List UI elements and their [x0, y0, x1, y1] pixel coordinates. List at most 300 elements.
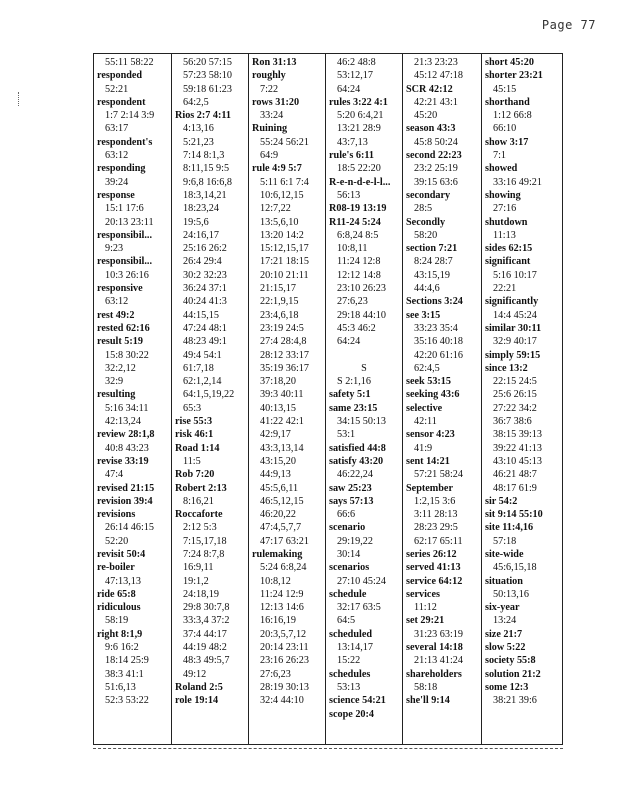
- index-entry-refs: 43:3,13,14: [260, 442, 304, 454]
- index-entry-refs: 12:7,22: [260, 203, 291, 215]
- index-entry-term: simply 59:15: [485, 349, 541, 361]
- index-entry-term: served 41:13: [406, 562, 461, 574]
- index-entry-term: secondary: [406, 189, 451, 201]
- index-entry-refs: 25:16 26:2: [183, 243, 227, 255]
- index-entry-refs: 30:2 32:23: [183, 269, 227, 281]
- index-entry-refs: 31:23 63:19: [414, 628, 463, 640]
- index-entry-refs: 39:22 41:13: [493, 442, 542, 454]
- index-entry-refs: 24:18,19: [183, 588, 219, 600]
- index-entry-refs: 64:9: [260, 150, 279, 162]
- index-entry-refs: 47:13,13: [105, 575, 141, 587]
- index-entry-refs: 23:19 24:5: [260, 322, 304, 334]
- index-entry-term: showed: [485, 163, 518, 175]
- index-entry-term: Roccaforte: [175, 509, 223, 521]
- index-entry-term: saw 25:23: [329, 482, 372, 494]
- index-entry-refs: 7:1: [493, 150, 507, 162]
- index-entry-refs: 20:14 23:11: [260, 642, 309, 654]
- index-entry-refs: 9:6,8 16:6,8: [183, 176, 232, 188]
- index-entry-refs: 16:16,19: [260, 615, 296, 627]
- index-entry-refs: 34:15 50:13: [337, 416, 386, 428]
- index-entry-term: sir 54:2: [485, 495, 518, 507]
- index-entry-refs: 43:15,19: [414, 269, 450, 281]
- index-entry-refs: 52:20: [105, 535, 129, 547]
- index-entry-term: service 64:12: [406, 575, 463, 587]
- index-entry-term: significant: [485, 256, 531, 268]
- index-entry-refs: 48:23 49:1: [183, 336, 227, 348]
- index-entry-refs: 1:2,15 3:6: [414, 495, 456, 507]
- index-entry-refs: 64:5: [337, 615, 356, 627]
- index-entry-refs: S 2:1,16: [337, 376, 371, 388]
- index-entry-term: responsive: [97, 283, 143, 295]
- index-entry-term: same 23:15: [329, 402, 378, 414]
- index-entry-refs: 27:4 28:4,8: [260, 336, 307, 348]
- index-entry-refs: 19:5,6: [183, 216, 209, 228]
- index-entry-refs: 45:8 50:24: [414, 136, 458, 148]
- index-entry-refs: 15:12,15,17: [260, 243, 309, 255]
- index-entry-refs: 10:8,11: [337, 243, 368, 255]
- index-entry-refs: 25:6 26:15: [493, 389, 537, 401]
- index-entry-refs: 65:3: [183, 402, 202, 414]
- index-entry-refs: 1:7 2:14 3:9: [105, 110, 155, 122]
- index-entry-term: several 14:18: [406, 642, 463, 654]
- index-entry-refs: 44:15,15: [183, 309, 219, 321]
- index-entry-refs: 27:6,23: [260, 668, 291, 680]
- index-entry-refs: 10:6,12,15: [260, 189, 304, 201]
- index-entry-term: schedule: [329, 588, 367, 600]
- index-entry-refs: 42:21 43:1: [414, 96, 458, 108]
- index-entry-term: some 12:3: [485, 681, 529, 693]
- index-entry-refs: 55:11 58:22: [105, 57, 154, 68]
- index-entry-term: season 43:3: [406, 123, 456, 135]
- index-entry-refs: 3:11 28:13: [414, 509, 458, 521]
- index-entry-term: schedules: [329, 668, 371, 680]
- index-entry-refs: 44:9,13: [260, 469, 291, 481]
- index-entry-term: science 54:21: [329, 695, 386, 707]
- index-entry-refs: 45:6,15,18: [493, 562, 537, 574]
- index-entry-refs: 23:10 26:23: [337, 283, 386, 295]
- index-entry-refs: 10:3 26:16: [105, 269, 149, 281]
- index-entry-refs: 19:1,2: [183, 575, 209, 587]
- index-entry-term: Rob 7:20: [175, 469, 215, 481]
- index-entry-term: situation: [485, 575, 523, 587]
- index-entry-refs: 22:1,9,15: [260, 296, 299, 308]
- index-entry-refs: 13:5,6,10: [260, 216, 299, 228]
- page-number-label: Page 77: [541, 18, 596, 32]
- index-entry-refs: 22:21: [493, 283, 517, 295]
- index-entry-refs: 27:6,23: [337, 296, 368, 308]
- index-entry-refs: 57:23 58:10: [183, 70, 232, 82]
- index-entry-refs: 26:14 46:15: [105, 522, 154, 534]
- index-entry-term: scenario: [329, 522, 366, 534]
- index-entry-term: responsibil...: [97, 229, 153, 241]
- index-entry-refs: 52:3 53:22: [105, 695, 149, 707]
- index-entry-refs: 44:19 48:2: [183, 642, 227, 654]
- index-entry-term: satisfy 43:20: [329, 455, 384, 467]
- index-entry-refs: 63:12: [105, 296, 129, 308]
- index-entry-refs: 64:2,5: [183, 96, 209, 108]
- index-entry-refs: 45:20: [414, 110, 438, 122]
- index-entry-refs: 28:5: [414, 203, 433, 215]
- index-entry-refs: 29:18 44:10: [337, 309, 386, 321]
- index-entry-term: Robert 2:13: [175, 482, 227, 494]
- index-entry-refs: 56:13: [337, 189, 361, 201]
- index-entry-refs: 30:14: [337, 548, 361, 560]
- index-entry-refs: 53:12,17: [337, 70, 373, 82]
- index-entry-refs: 7:14 8:1,3: [183, 150, 225, 162]
- index-entry-term: rule 4:9 5:7: [252, 163, 302, 175]
- index-entry-term: rows 31:20: [252, 96, 300, 108]
- index-entry-refs: 62:17 65:11: [414, 535, 463, 547]
- index-entry-term: SCR 42:12: [406, 83, 453, 95]
- index-column-1: [94, 54, 172, 744]
- index-entry-refs: 29:19,22: [337, 535, 373, 547]
- index-entry-refs: 38:21 39:6: [493, 695, 537, 707]
- index-entry-refs: 62:4,5: [414, 362, 440, 374]
- index-entry-term: Sections 3:24: [406, 296, 463, 308]
- index-entry-refs: 8:24 28:7: [414, 256, 453, 268]
- index-entry-term: rulemaking: [252, 548, 303, 560]
- index-entry-refs: 21:15,17: [260, 283, 296, 295]
- index-entry-term: risk 46:1: [175, 429, 214, 441]
- index-column-4: [326, 54, 403, 744]
- index-entry-refs: 46:2 48:8: [337, 57, 376, 68]
- index-entry-refs: 40:8 43:23: [105, 442, 149, 454]
- index-entry-refs: 56:20 57:15: [183, 57, 232, 68]
- index-entry-refs: 1:12 66:8: [493, 110, 532, 122]
- index-entry-refs: 32:4 44:10: [260, 695, 304, 707]
- index-entry-refs: 42:20 61:16: [414, 349, 463, 361]
- index-entry-term: Road 1:14: [175, 442, 220, 454]
- index-entry-refs: 57:18: [493, 535, 517, 547]
- index-entry-refs: 40:24 41:3: [183, 296, 227, 308]
- index-entry-refs: 43:7,13: [337, 136, 368, 148]
- index-entry-refs: 35:19 36:17: [260, 362, 309, 374]
- letter-divider: S: [361, 362, 367, 374]
- index-entry-refs: 45:12 47:18: [414, 70, 463, 82]
- index-entry-refs: 47:4: [105, 469, 124, 481]
- index-entry-refs: 50:13,16: [493, 588, 529, 600]
- index-entry-refs: [326, 349, 402, 362]
- index-column-6: [482, 54, 562, 744]
- index-entry-term: second 22:23: [406, 150, 462, 162]
- index-entry-refs: 61:7,18: [183, 362, 214, 374]
- index-entry-refs: 45:3 46:2: [337, 322, 376, 334]
- index-entry-term: site 11:4,16: [485, 522, 534, 534]
- index-entry-term: significantly: [485, 296, 539, 308]
- index-entry-term: see 3:15: [406, 309, 441, 321]
- index-entry-term: ride 65:8: [97, 588, 136, 600]
- index-entry-refs: 16:9,11: [183, 562, 214, 574]
- index-entry-term: similar 30:11: [485, 322, 542, 334]
- bottom-rule: [93, 748, 563, 749]
- index-entry-term: Roland 2:5: [175, 681, 223, 693]
- index-entry-refs: 5:16 10:17: [493, 269, 537, 281]
- index-entry-refs: 9:23: [105, 243, 124, 255]
- index-entry-refs: 44:4,6: [414, 283, 440, 295]
- index-entry-refs: 13:24: [493, 615, 517, 627]
- index-entry-term: society 55:8: [485, 655, 536, 667]
- index-entry-refs: 48:17 61:9: [493, 482, 537, 494]
- index-entry-refs: 13:14,17: [337, 642, 373, 654]
- index-entry-term: respondent: [97, 96, 146, 108]
- index-entry-refs: 5:20 6:4,21: [337, 110, 384, 122]
- index-entry-term: scenarios: [329, 562, 370, 574]
- index-entry-term: rules 3:22 4:1: [329, 96, 388, 108]
- index-entry-refs: 64:24: [337, 83, 361, 95]
- index-entry-refs: 39:3 40:11: [260, 389, 304, 401]
- index-entry-refs: 45:5,6,11: [260, 482, 299, 494]
- index-entry-refs: 27:22 34:2: [493, 402, 537, 414]
- index-entry-refs: 59:18 61:23: [183, 83, 232, 95]
- index-entry-term: rested 62:16: [97, 322, 150, 334]
- index-entry-term: sensor 4:23: [406, 429, 455, 441]
- index-entry-refs: 12:13 14:6: [260, 602, 304, 614]
- index-entry-refs: 53:1: [337, 429, 356, 441]
- index-entry-refs: 49:4 54:1: [183, 349, 222, 361]
- index-entry-refs: 4:13,16: [183, 123, 214, 135]
- index-entry-term: revisit 50:4: [97, 548, 146, 560]
- index-entry-term: rise 55:3: [175, 416, 213, 428]
- index-entry-refs: 37:4 44:17: [183, 628, 227, 640]
- index-entry-refs: 11:24 12:8: [337, 256, 381, 268]
- index-entry-refs: 26:4 29:4: [183, 256, 222, 268]
- index-column-5: [403, 54, 482, 744]
- index-entry-term: shutdown: [485, 216, 528, 228]
- index-entry-refs: 32:9: [105, 376, 124, 388]
- index-entry-refs: 11:5: [183, 455, 201, 467]
- index-entry-refs: 18:23,24: [183, 203, 219, 215]
- index-entry-refs: 63:12: [105, 150, 129, 162]
- index-entry-term: showing: [485, 189, 521, 201]
- index-entry-refs: 2:12 5:3: [183, 522, 217, 534]
- index-entry-refs: 51:6,13: [105, 681, 136, 693]
- index-entry-term: shorthand: [485, 96, 530, 108]
- index-table: [93, 53, 563, 745]
- index-entry-refs: 38:3 41:1: [105, 668, 144, 680]
- index-entry-refs: 6:8,24 8:5: [337, 229, 379, 241]
- index-entry-refs: 11:24 12:9: [260, 588, 304, 600]
- index-entry-refs: 33:3,4 37:2: [183, 615, 230, 627]
- index-entry-refs: 28:23 29:5: [414, 522, 458, 534]
- index-entry-refs: 42:11: [414, 416, 437, 428]
- index-entry-term: seeking 43:6: [406, 389, 460, 401]
- index-entry-refs: 33:23 35:4: [414, 322, 458, 334]
- index-entry-term: Ruining: [252, 123, 288, 135]
- index-column-3: [249, 54, 326, 744]
- index-entry-term: R08-19 13:19: [329, 203, 387, 215]
- index-entry-term: shorter 23:21: [485, 70, 543, 82]
- index-entry-refs: 32:17 63:5: [337, 602, 381, 614]
- index-entry-term: role 19:14: [175, 695, 219, 707]
- index-entry-refs: 5:11 6:1 7:4: [260, 176, 309, 188]
- index-entry-refs: 21:13 41:24: [414, 655, 463, 667]
- index-entry-refs: 66:10: [493, 123, 517, 135]
- index-column-2: [172, 54, 249, 744]
- index-entry-refs: 43:10 45:13: [493, 455, 542, 467]
- index-entry-refs: 45:15: [493, 83, 517, 95]
- index-entry-term: sit 9:14 55:10: [485, 509, 543, 521]
- index-entry-term: rule's 6:11: [329, 150, 374, 162]
- index-entry-refs: 28:12 33:17: [260, 349, 309, 361]
- index-entry-refs: 47:17 63:21: [260, 535, 309, 547]
- index-entry-term: R11-24 5:24: [329, 216, 381, 228]
- index-entry-refs: 5:21,23: [183, 136, 214, 148]
- index-entry-refs: 46:22,24: [337, 469, 373, 481]
- index-entry-refs: 63:17: [105, 123, 129, 135]
- index-entry-term: set 29:21: [406, 615, 445, 627]
- index-entry-refs: 32:9 40:17: [493, 336, 537, 348]
- index-entry-term: she'll 9:14: [406, 695, 450, 707]
- index-entry-refs: 15:1 17:6: [105, 203, 144, 215]
- index-entry-term: scheduled: [329, 628, 373, 640]
- index-entry-refs: 20:3,5,7,12: [260, 628, 307, 640]
- index-entry-refs: 18:5 22:20: [337, 163, 381, 175]
- index-entry-refs: 62:1,2,14: [183, 376, 222, 388]
- index-entry-refs: 7:22: [260, 83, 279, 95]
- index-entry-term: roughly: [252, 70, 286, 82]
- index-entry-term: respondent's: [97, 136, 153, 148]
- index-entry-refs: 21:3 23:23: [414, 57, 458, 68]
- index-entry-term: show 3:17: [485, 136, 529, 148]
- index-entry-refs: 39:15 63:6: [414, 176, 458, 188]
- index-entry-term: rest 49:2: [97, 309, 135, 321]
- index-entry-refs: 23:2 25:19: [414, 163, 458, 175]
- index-entry-term: site-wide: [485, 548, 524, 560]
- index-entry-refs: 37:18,20: [260, 376, 296, 388]
- index-entry-refs: 23:4,6,18: [260, 309, 299, 321]
- index-entry-refs: 36:24 37:1: [183, 283, 227, 295]
- index-entry-term: sides 62:15: [485, 243, 533, 255]
- index-entry-term: Rios 2:7 4:11: [175, 110, 232, 122]
- index-entry-term: result 5:19: [97, 336, 143, 348]
- index-entry-term: re-boiler: [97, 562, 135, 574]
- index-entry-refs: 48:3 49:5,7: [183, 655, 230, 667]
- index-entry-refs: 39:24: [105, 176, 129, 188]
- index-entry-refs: 33:16 49:21: [493, 176, 542, 188]
- index-entry-term: R-e-n-d-e-l-l...: [329, 176, 391, 188]
- index-entry-refs: 58:19: [105, 615, 129, 627]
- index-entry-refs: 9:6 16:2: [105, 642, 139, 654]
- index-entry-term: safety 5:1: [329, 389, 371, 401]
- index-entry-term: size 21:7: [485, 628, 523, 640]
- index-entry-refs: 20:13 23:11: [105, 216, 154, 228]
- index-entry-refs: 46:21 48:7: [493, 469, 537, 481]
- index-entry-refs: 8:11,15 9:5: [183, 163, 230, 175]
- index-entry-refs: 12:12 14:8: [337, 269, 381, 281]
- index-entry-refs: 22:15 24:5: [493, 376, 537, 388]
- index-entry-term: since 13:2: [485, 362, 528, 374]
- index-entry-refs: 57:21 58:24: [414, 469, 463, 481]
- index-entry-term: Secondly: [406, 216, 446, 228]
- index-entry-refs: 49:12: [183, 668, 207, 680]
- index-entry-refs: 27:10 45:24: [337, 575, 386, 587]
- index-entry-term: shareholders: [406, 668, 462, 680]
- index-entry-refs: 36:7 38:6: [493, 416, 532, 428]
- index-entry-term: resulting: [97, 389, 136, 401]
- index-entry-refs: 18:3,14,21: [183, 189, 227, 201]
- index-entry-refs: 41:22 42:1: [260, 416, 304, 428]
- index-entry-term: response: [97, 189, 135, 201]
- index-entry-refs: 38:15 39:13: [493, 429, 542, 441]
- margin-mark: [18, 92, 20, 106]
- index-entry-term: slow 5:22: [485, 642, 526, 654]
- index-entry-term: solution 21:2: [485, 668, 541, 680]
- index-entry-refs: 13:20 14:2: [260, 229, 304, 241]
- index-entry-refs: 28:19 30:13: [260, 681, 309, 693]
- index-entry-term: seek 53:15: [406, 376, 451, 388]
- index-entry-term: six-year: [485, 602, 520, 614]
- index-entry-refs: 11:13: [493, 229, 516, 241]
- index-entry-refs: 15:22: [337, 655, 361, 667]
- index-entry-refs: 11:12: [414, 602, 437, 614]
- index-entry-refs: 17:21 18:15: [260, 256, 309, 268]
- index-entry-refs: 58:20: [414, 229, 438, 241]
- index-entry-refs: 27:16: [493, 203, 517, 215]
- index-entry-refs: 64:24: [337, 336, 361, 348]
- index-entry-term: satisfied 44:8: [329, 442, 386, 454]
- index-entry-refs: 13:21 28:9: [337, 123, 381, 135]
- index-entry-term: Ron 31:13: [252, 57, 297, 68]
- index-entry-refs: 53:13: [337, 681, 361, 693]
- index-entry-refs: 29:8 30:7,8: [183, 602, 230, 614]
- index-entry-refs: 46:5,12,15: [260, 495, 304, 507]
- index-entry-refs: 5:24 6:8,24: [260, 562, 307, 574]
- index-entry-term: series 26:12: [406, 548, 457, 560]
- index-entry-term: scope 20:4: [329, 708, 374, 720]
- index-entry-refs: 7:15,17,18: [183, 535, 227, 547]
- index-entry-refs: 47:4,5,7,7: [260, 522, 302, 534]
- index-entry-term: responded: [97, 70, 143, 82]
- index-entry-refs: 40:13,15: [260, 402, 296, 414]
- index-entry-term: responding: [97, 163, 146, 175]
- index-entry-refs: 33:24: [260, 110, 284, 122]
- index-entry-refs: 10:8,12: [260, 575, 291, 587]
- index-entry-term: revise 33:19: [97, 455, 149, 467]
- index-entry-term: services: [406, 588, 440, 600]
- index-entry-term: revision 39:4: [97, 495, 153, 507]
- index-entry-refs: 58:18: [414, 681, 438, 693]
- index-entry-refs: 7:24 8:7,8: [183, 548, 225, 560]
- index-entry-refs: 66:6: [337, 509, 356, 521]
- index-entry-refs: 52:21: [105, 83, 129, 95]
- index-entry-term: sent 14:21: [406, 455, 450, 467]
- index-entry-refs: 42:9,17: [260, 429, 291, 441]
- index-entry-refs: 47:24 48:1: [183, 322, 227, 334]
- index-entry-term: short 45:20: [485, 57, 534, 68]
- index-entry-refs: 14:4 45:24: [493, 309, 537, 321]
- index-entry-refs: 8:16,21: [183, 495, 214, 507]
- index-entry-refs: 15:8 30:22: [105, 349, 149, 361]
- index-entry-refs: 23:16 26:23: [260, 655, 309, 667]
- index-entry-refs: 35:16 40:18: [414, 336, 463, 348]
- index-entry-term: review 28:1,8: [97, 429, 155, 441]
- index-entry-refs: 42:13,24: [105, 416, 141, 428]
- index-entry-term: revised 21:15: [97, 482, 155, 494]
- index-entry-term: September: [406, 482, 453, 494]
- index-entry-refs: 24:16,17: [183, 229, 219, 241]
- index-entry-refs: 64:1,5,19,22: [183, 389, 235, 401]
- index-entry-refs: 55:24 56:21: [260, 136, 309, 148]
- index-entry-term: responsibil...: [97, 256, 153, 268]
- index-entry-refs: 5:16 34:11: [105, 402, 149, 414]
- index-entry-term: ridiculous: [97, 602, 141, 614]
- index-entry-refs: 18:14 25:9: [105, 655, 149, 667]
- index-entry-refs: 46:20,22: [260, 509, 296, 521]
- index-entry-term: revisions: [97, 509, 136, 521]
- index-entry-refs: 32:2,12: [105, 362, 136, 374]
- index-entry-term: selective: [406, 402, 443, 414]
- index-entry-refs: 41:9: [414, 442, 433, 454]
